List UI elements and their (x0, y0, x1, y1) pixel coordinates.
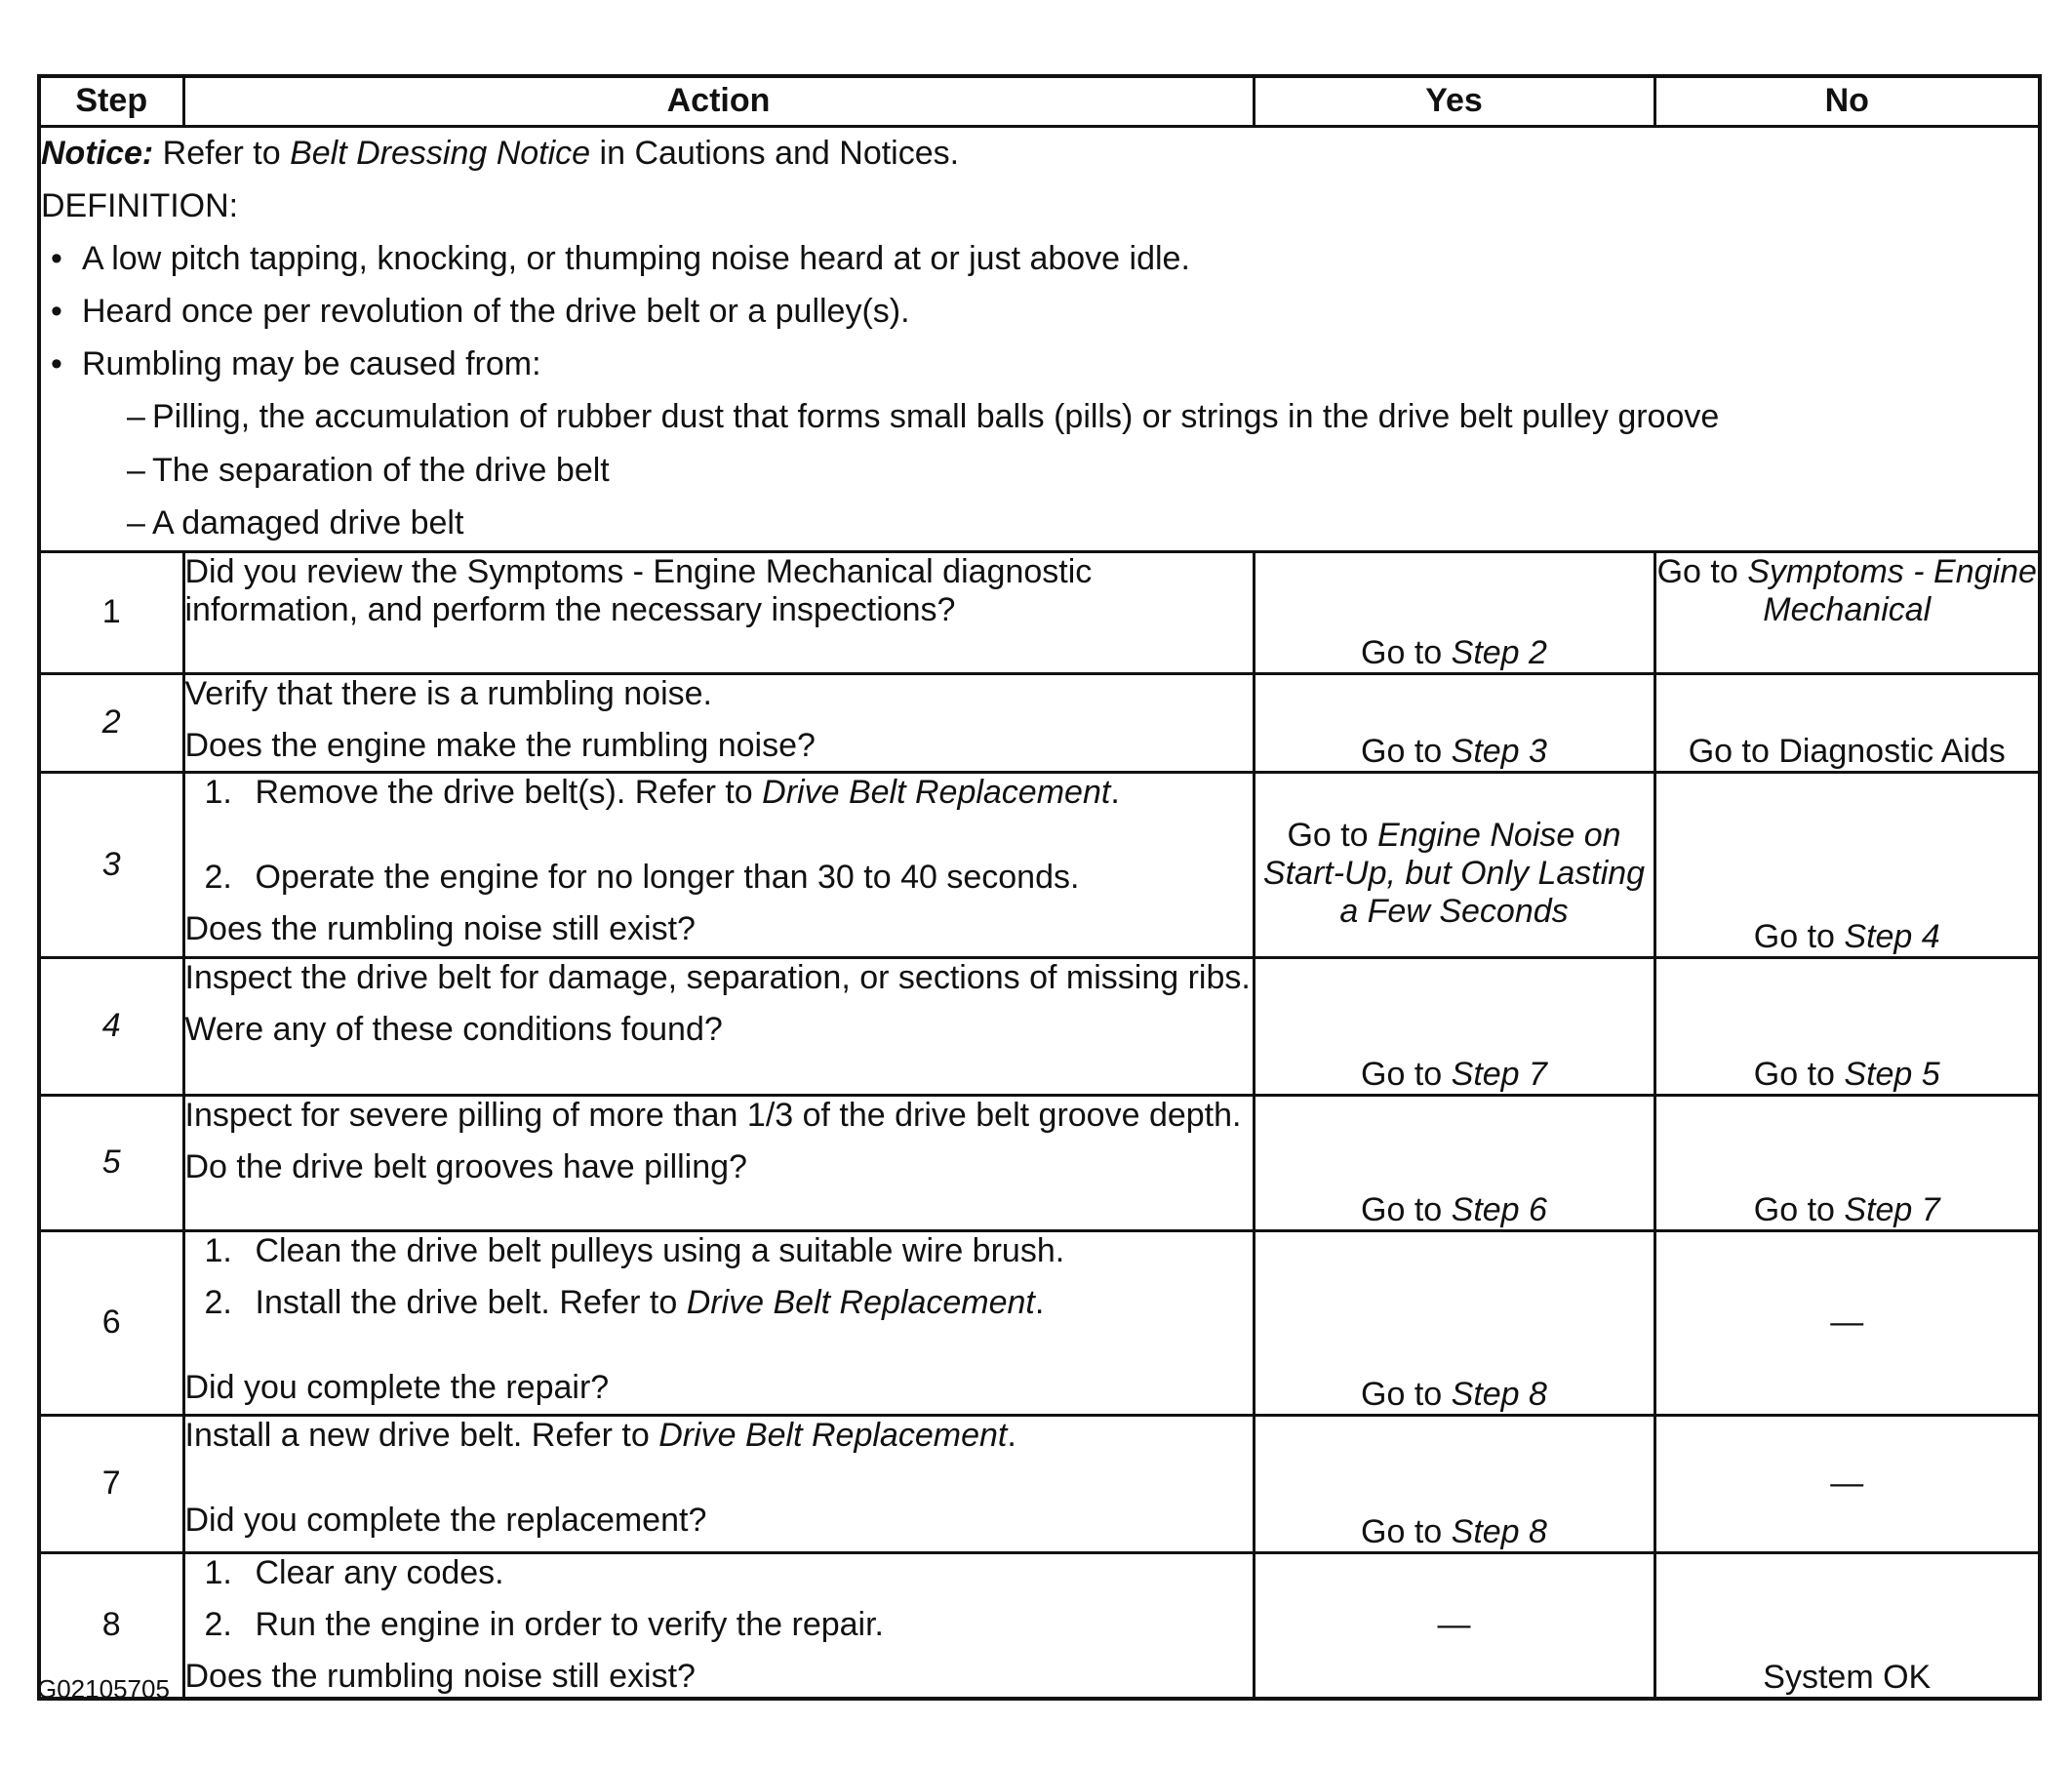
action-question: Did you complete the repair? (184, 1368, 610, 1406)
definition-bullet: • Rumbling may be caused from: (41, 339, 2038, 391)
no-cell (1654, 772, 2040, 957)
list-text: . (1034, 1283, 1045, 1321)
list-text: Clean the drive belt pulleys using a suitable wire brush. (255, 1231, 1065, 1269)
step-action (183, 772, 1254, 957)
header-step: Step (39, 76, 183, 127)
step-action (183, 1230, 1254, 1415)
no-cell: System OK (1654, 1552, 2040, 1699)
no-pre: Go to (1753, 1055, 1845, 1093)
yes-pre: Go to (1361, 1512, 1452, 1550)
list-text: Clear any codes. (255, 1553, 504, 1591)
action-list-item (185, 1554, 1253, 1592)
yes-pre: Go to (1287, 816, 1378, 854)
action-question: Did you review the Symptoms - Engine Mechanical diagnostic information, and perform the necessary inspections? (184, 552, 1093, 628)
list-ref: Drive Belt Replacement (686, 1283, 1035, 1321)
notice-cell (39, 127, 2040, 552)
list-number: 2. (204, 1605, 232, 1643)
no-pre: Go to (1656, 552, 1748, 590)
no-cell (1654, 1095, 2040, 1230)
yes-ref: Step 3 (1451, 732, 1547, 770)
action-question: Does the rumbling noise still exist? (184, 1657, 696, 1695)
step-number: 1 (39, 551, 183, 673)
no-cell (1654, 957, 2040, 1095)
definition-bullet: • A low pitch tapping, knocking, or thumping noise heard at or just above idle. (41, 233, 2038, 286)
action-question: Does the engine make the rumbling noise? (184, 726, 816, 764)
diagnostic-table (37, 74, 2042, 1701)
action-question: Do the drive belt grooves have pilling? (184, 1147, 747, 1185)
notice-row (39, 127, 2040, 552)
definition-bullet: • Heard once per revolution of the drive belt or a pulley(s). (41, 286, 2038, 339)
step-row-2 (39, 673, 2040, 772)
list-number: 1. (204, 773, 232, 811)
action-list-item (185, 1284, 1253, 1322)
list-number: 1. (204, 1231, 232, 1269)
yes-cell (1254, 1415, 1654, 1552)
list-ref: Drive Belt Replacement (762, 773, 1111, 811)
list-text: Run the engine in order to verify the repair. (255, 1605, 884, 1643)
definition-heading: DEFINITION: (41, 187, 239, 225)
list-text: Remove the drive belt(s). Refer to (255, 773, 763, 811)
no-cell: — (1654, 1415, 2040, 1552)
step-row-8 (39, 1552, 2040, 1699)
yes-cell (1254, 1230, 1654, 1415)
notice-pre: Refer to (153, 135, 291, 172)
step-action (183, 673, 1254, 772)
step-row-7 (39, 1415, 2040, 1552)
figure-id: G02105705 (37, 1674, 170, 1704)
no-cell: Go to Diagnostic Aids (1654, 673, 2040, 772)
list-text: Install the drive belt. Refer to (255, 1283, 687, 1321)
step-number: 5 (39, 1095, 183, 1230)
step-number: 3 (39, 772, 183, 957)
action-text: Inspect the drive belt for damage, separation, or sections of missing ribs. (184, 958, 1251, 996)
no-ref: Step 4 (1844, 917, 1940, 955)
step-row-3 (39, 772, 2040, 957)
header-yes: Yes (1254, 76, 1654, 127)
action-text-part: . (1007, 1416, 1016, 1454)
no-pre: Go to (1753, 1190, 1845, 1228)
list-number: 2. (204, 858, 232, 896)
yes-pre: Go to (1361, 633, 1452, 671)
list-number: 2. (204, 1283, 232, 1321)
step-row-1 (39, 551, 2040, 673)
step-action (183, 1095, 1254, 1230)
yes-cell (1254, 1095, 1654, 1230)
header-no: No (1654, 76, 2040, 127)
header-row (39, 76, 2040, 127)
cause-item: – The separation of the drive belt (41, 445, 2038, 498)
notice-post: in Cautions and Notices. (590, 135, 960, 172)
step-action (183, 957, 1254, 1095)
yes-pre: Go to (1361, 1375, 1452, 1413)
no-pre: Go to (1753, 917, 1845, 955)
action-list-item (185, 859, 1253, 897)
step-row-4 (39, 957, 2040, 1095)
yes-cell (1254, 673, 1654, 772)
yes-pre: Go to (1361, 732, 1452, 770)
step-action (183, 1415, 1254, 1552)
step-action (183, 551, 1254, 673)
no-cell (1654, 551, 2040, 673)
step-row-6 (39, 1230, 2040, 1415)
step-number: 7 (39, 1415, 183, 1552)
action-question: Were any of these conditions found? (184, 1010, 723, 1048)
step-number: 2 (39, 673, 183, 772)
step-number: 6 (39, 1230, 183, 1415)
list-text: Operate the engine for no longer than 30 to 40 seconds. (255, 858, 1080, 896)
yes-pre: Go to (1361, 1055, 1452, 1093)
no-ref: Step 7 (1844, 1190, 1940, 1228)
no-ref: Symptoms - Engine Mechanical (1747, 552, 2037, 628)
yes-ref: Step 7 (1451, 1055, 1547, 1093)
yes-ref: Step 8 (1451, 1375, 1547, 1413)
notice-ref: Belt Dressing Notice (290, 135, 591, 172)
step-number: 4 (39, 957, 183, 1095)
action-list-item (185, 1606, 1253, 1644)
action-text (185, 1417, 1253, 1455)
action-text: Verify that there is a rumbling noise. (184, 674, 712, 712)
step-row-5 (39, 1095, 2040, 1230)
cause-item: – A damaged drive belt (41, 498, 2038, 550)
step-number: 8 (39, 1552, 183, 1699)
yes-ref: Step 8 (1451, 1512, 1547, 1550)
action-question: Does the rumbling noise still exist? (184, 909, 696, 947)
yes-pre: Go to (1361, 1190, 1452, 1228)
yes-cell (1254, 772, 1654, 957)
list-number: 1. (204, 1553, 232, 1591)
no-ref: Step 5 (1844, 1055, 1940, 1093)
yes-cell: — (1254, 1552, 1654, 1699)
yes-cell (1254, 551, 1654, 673)
no-cell: — (1654, 1230, 2040, 1415)
yes-ref: Engine Noise on Start-Up, but Only Lasting a Few Seconds (1262, 816, 1646, 930)
notice-label: Notice: (41, 135, 154, 172)
header-action: Action (183, 76, 1254, 127)
list-text: . (1110, 773, 1120, 811)
yes-cell (1254, 957, 1654, 1095)
step-action (183, 1552, 1254, 1699)
action-list-item (185, 774, 1253, 812)
action-text-part: Install a new drive belt. Refer to (184, 1416, 659, 1454)
action-question: Did you complete the replacement? (184, 1501, 707, 1539)
action-text: Inspect for severe pilling of more than 1/3 of the drive belt groove depth. (184, 1096, 1242, 1134)
action-ref: Drive Belt Replacement (658, 1416, 1008, 1454)
yes-ref: Step 2 (1451, 633, 1547, 671)
action-list-item (185, 1232, 1253, 1270)
notice-line (41, 128, 2038, 181)
cause-item: – Pilling, the accumulation of rubber dust that forms small balls (pills) or strings in the drive belt pulley groove (41, 391, 2038, 444)
yes-ref: Step 6 (1451, 1190, 1547, 1228)
